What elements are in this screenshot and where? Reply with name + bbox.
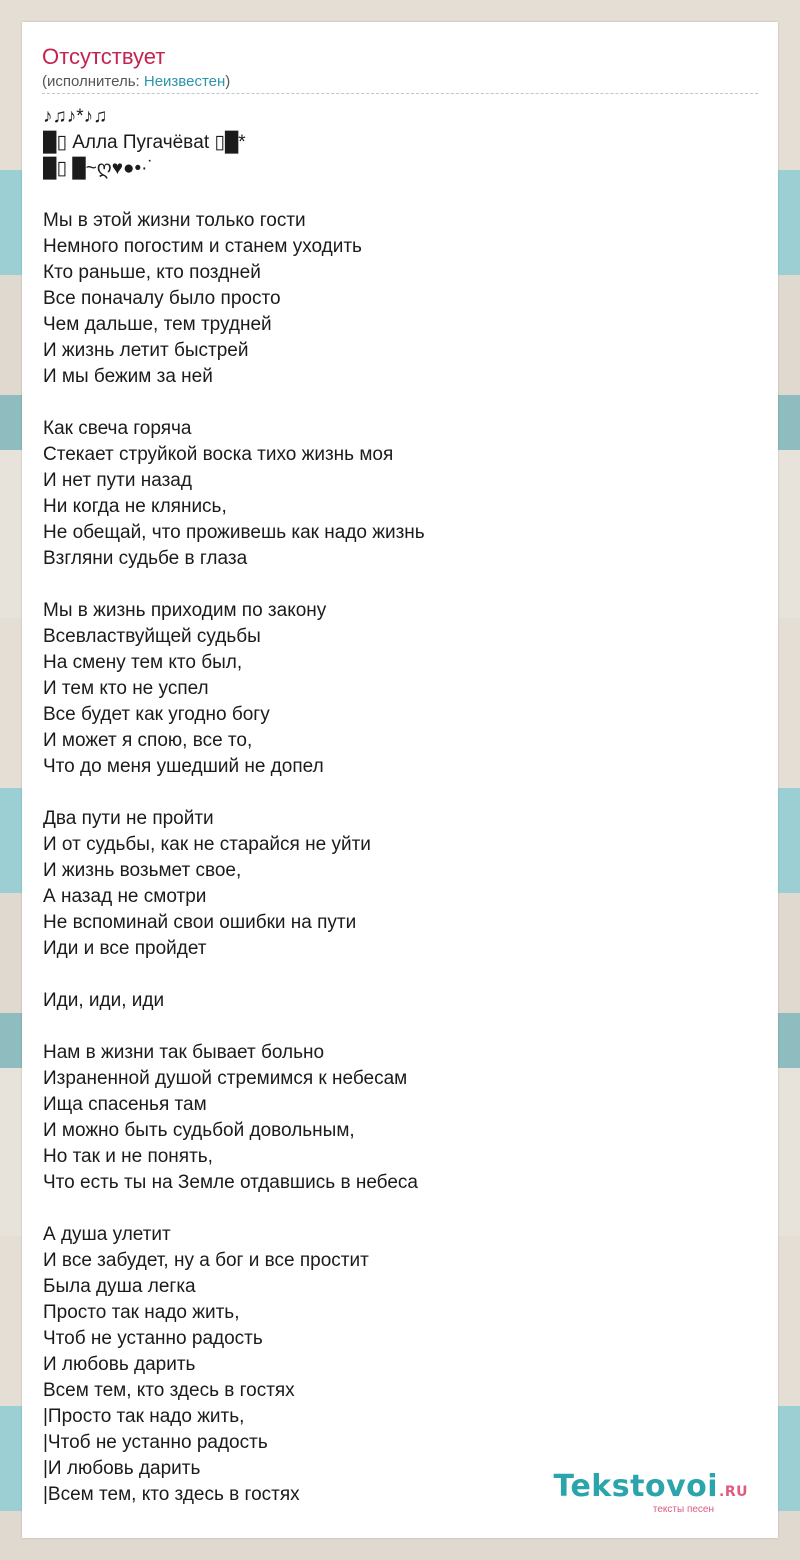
lyrics-card [22, 22, 778, 1538]
logo-tagline: тексты песен [652, 1504, 714, 1515]
logo-main-text: Tekstovoi [553, 1469, 719, 1504]
header-divider [42, 93, 758, 94]
performer-suffix: ) [225, 73, 231, 90]
logo-wordmark [553, 1471, 748, 1508]
site-logo[interactable] [553, 1471, 748, 1516]
lyrics-text: ♪♫♪*♪♫ █▯ Алла Пугачёвat ▯█* █▯ █~ღ♥●•·˙ Мы в этой жизни только гости Немного погостим и станем уходить Кто раньше, кто поздней Все поначалу было просто Чем дальше, тем трудней И жизнь летит быстрей И мы бежим за ней Как свеча горяча Стекает струйкой воска тихо жизнь моя И нет пути назад Ни когда не клянись, Не обещай, что проживешь как надо жизнь Взгляни судьбе в глаза Мы в жизнь приходим по закону Всевластвуйщей судьбы На смену тем кто был, И тем кто не успел Все будет как угодно богу И может я спою, все то, Что до меня ушедший не допел Два пути не пройти И от судьбы, как не старайся не уйти И жизнь возьмет свое, А назад не смотри Не вспоминай свои ошибки на пути Иди и все пройдет Иди, иди, иди Нам в жизни так бывает больно Израненной душой стремимся к небесам Ища спасенья там И можно быть судьбой довольным, Но так и не понять, Что есть ты на Земле отдавшись в небеса А душа улетит И все забудет, ну а бог и все простит Была душа легка Просто так надо жить, Чтоб не устанно радость И любовь дарить Всем тем, кто здесь в гостях |Просто так надо жить, |Чтоб не устанно радость |И любовь дарить |Всем тем, кто здесь в гостях [43, 106, 425, 1505]
logo-tld: .RU [719, 1484, 748, 1500]
performer-prefix: (исполнитель: [42, 73, 144, 90]
performer-line [42, 73, 230, 91]
performer-link[interactable]: Неизвестен [143, 73, 226, 90]
song-title: Отсутствует [42, 44, 166, 69]
